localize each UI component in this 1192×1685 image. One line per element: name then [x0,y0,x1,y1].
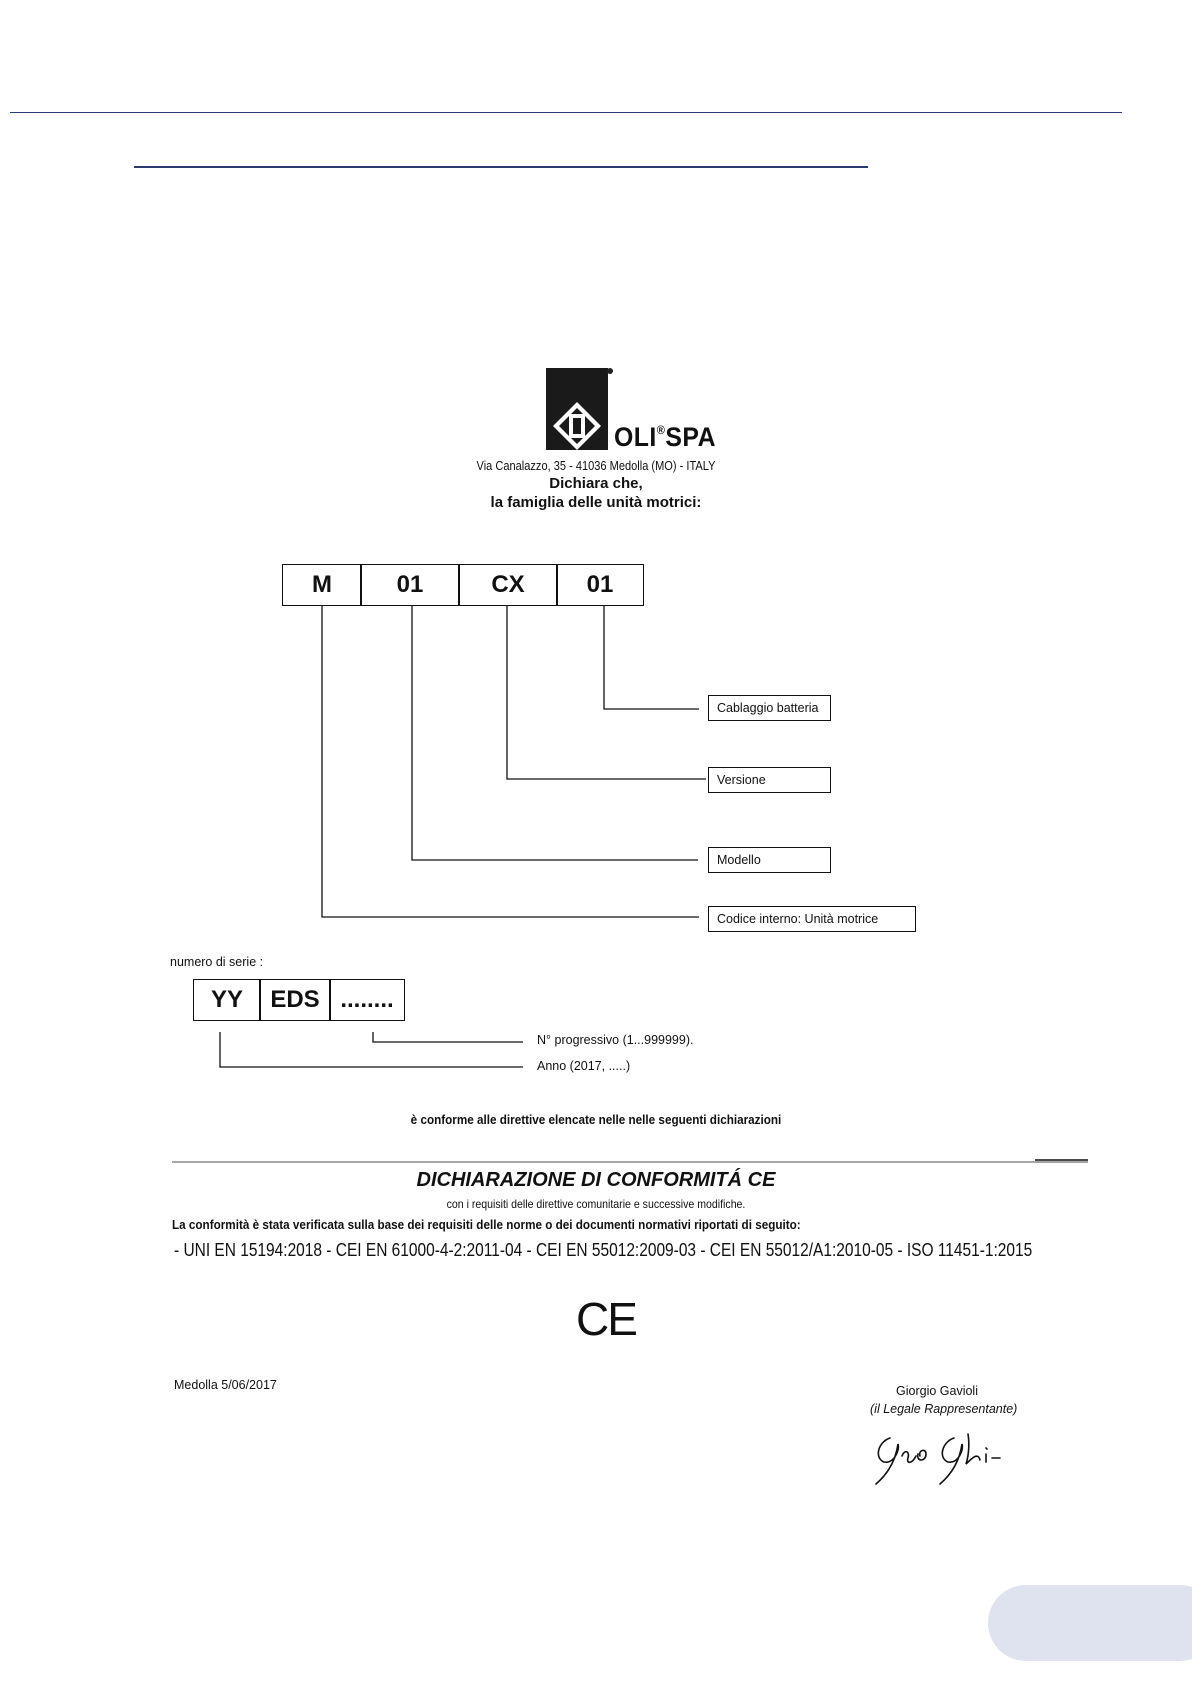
label-battery-wiring: Cablaggio batteria [708,695,831,721]
code-segment-model: 01 [360,564,460,606]
code-segment-version: CX [458,564,558,606]
serial-segment-progressive: ........ [329,979,405,1021]
company-name: OLI®SPA [614,422,716,452]
declaration-norms: - UNI EN 15194:2018 - CEI EN 61000-4-2:2011-04 - CEI EN 55012:2009-03 - CEI EN 55012/A1:2010-05 - ISO 11451-1:2015 [174,1240,1033,1260]
compliance-statement: è conforme alle direttive elencate nelle nelle seguenti dichiarazioni [410,1112,782,1127]
page-number-tab [988,1585,1192,1661]
signatory-role: (il Legale Rappresentante) [870,1402,1018,1416]
intro-line-1: Dichiara che, [549,475,643,492]
company-address: Via Canalazzo, 35 - 41036 Medolla (MO) - ITALY [476,458,716,473]
code-segment-wiring: 01 [556,564,644,606]
declaration-subtitle: con i requisiti delle direttive comunitarie e successive modifiche. [446,1197,746,1211]
signatory-name: Giorgio Gavioli [896,1384,978,1398]
declaration-title: DICHIARAZIONE DI CONFORMITÁ CE [416,1169,776,1191]
label-internal-code: Codice interno: Unità motrice [708,906,916,932]
signature-icon [868,1428,1018,1486]
label-version: Versione [708,767,831,793]
serial-heading: numero di serie : [170,955,264,969]
ce-mark-icon: CE [576,1293,636,1345]
declaration-verified: La conformità è stata verificata sulla base dei requisiti delle norme o dei documenti normativi riportati di seguito: [172,1217,801,1232]
serial-segment-year: YY [193,979,261,1021]
place-date: Medolla 5/06/2017 [174,1378,277,1392]
code-segment-m: M [282,564,362,606]
serial-segment-eds: EDS [259,979,331,1021]
serial-progressive-label: N° progressivo (1...999999). [537,1033,694,1047]
serial-year-label: Anno (2017, .....) [537,1059,631,1073]
intro-line-2: la famiglia delle unità motrici: [490,494,702,511]
label-model: Modello [708,847,831,873]
